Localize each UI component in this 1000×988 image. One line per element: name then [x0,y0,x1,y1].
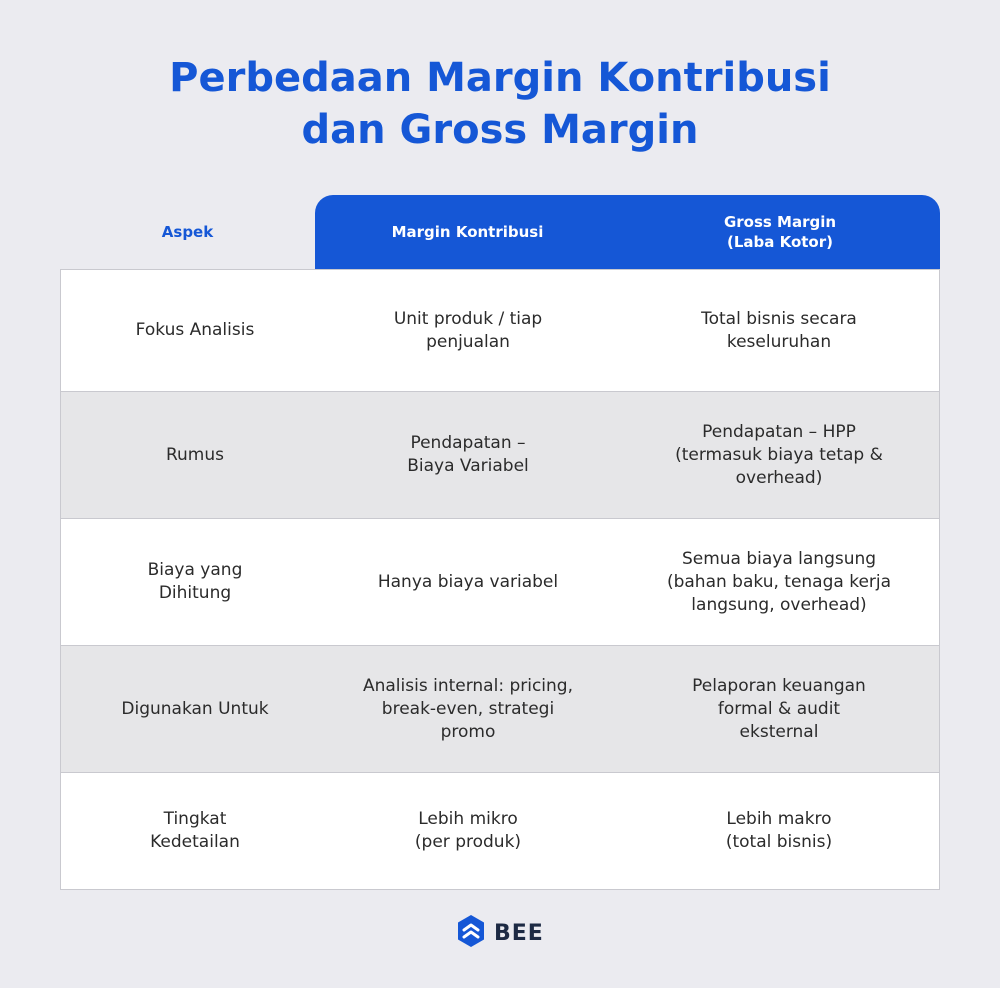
header-margin-kontribusi: Margin Kontribusi [391,223,544,241]
cell-text: Total bisnis secara keseluruhan [701,308,857,352]
cell-text: Lebih mikro (per produk) [414,809,522,852]
cell-gross-margin [629,519,929,645]
table-row [61,518,939,645]
header-gross-margin-line1: Gross Margin [723,213,837,231]
cell-text: Pendapatan – HPP (termasuk biaya tetap & overhead) [675,421,883,488]
cell-gross-margin [629,392,929,518]
cell-text: Hanya biaya variabel [377,571,559,592]
cell-margin-kontribusi [329,270,607,391]
table-row [61,645,939,772]
cell-text: Rumus [165,444,224,465]
cell-text: Unit produk / tiap penjualan [393,308,543,352]
cell-margin-kontribusi [329,392,607,518]
cell-text: Lebih makro (total bisnis) [725,809,833,852]
cell-margin-kontribusi [329,773,607,889]
table-row [61,391,939,518]
table-row [61,772,939,889]
table-row [61,270,939,391]
bee-hexagon-icon [456,914,486,952]
cell-text: Pendapatan – Biaya Variabel [407,433,529,476]
cell-text: Pelaporan keuangan formal & audit eksternal [692,675,866,742]
table-header [60,195,940,269]
bee-logo-text: BEE [494,920,544,946]
cell-gross-margin [629,646,929,772]
cell-text: Tingkat Kedetailan [150,809,240,852]
header-gross-margin [620,195,940,269]
cell-aspek [61,773,329,889]
cell-text: Biaya yang Dihitung [147,560,243,603]
page-title [0,52,1000,156]
cell-margin-kontribusi [329,646,607,772]
cell-text: Fokus Analisis [135,320,255,340]
cell-text: Analisis internal: pricing, break-even, strategi promo [362,675,573,742]
title-line-1: Perbedaan Margin Kontribusi [169,55,831,101]
header-gross-margin-line2: (Laba Kotor) [726,233,833,251]
bee-logo [456,915,544,951]
cell-text: Digunakan Untuk [121,698,269,719]
cell-aspek [61,270,329,391]
cell-aspek [61,392,329,518]
cell-margin-kontribusi [329,519,607,645]
cell-text: Semua biaya langsung (bahan baku, tenaga kerja langsung, overhead) [666,548,892,615]
header-aspek: Aspek [161,223,214,241]
cell-aspek [61,519,329,645]
cell-gross-margin [629,270,929,391]
header-blue-band [315,195,940,269]
cell-gross-margin [629,773,929,889]
comparison-table [60,269,940,890]
cell-aspek [61,646,329,772]
title-line-2: dan Gross Margin [301,107,699,153]
